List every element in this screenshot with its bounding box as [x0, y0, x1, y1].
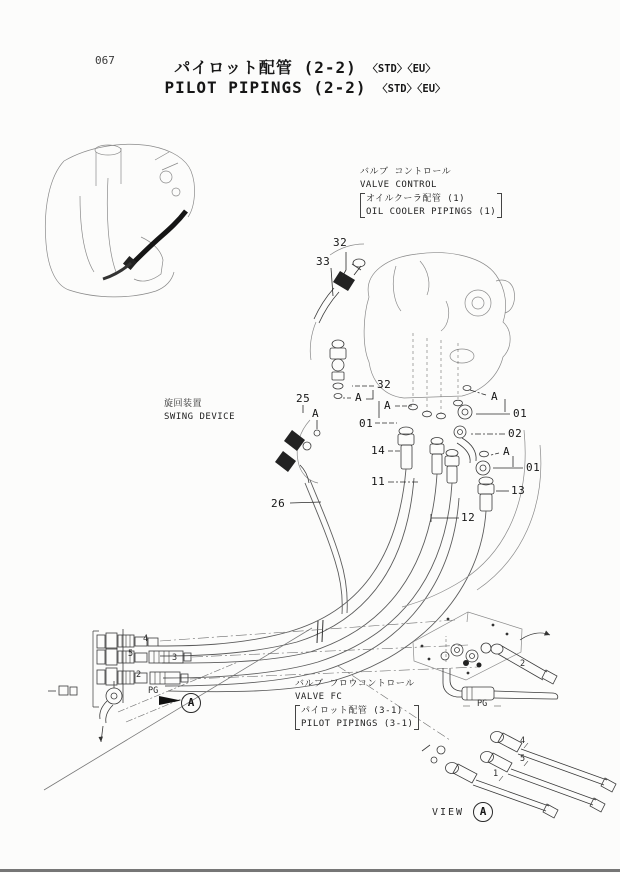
valve-fc-sub	[295, 704, 419, 731]
swing-device-jp: 旋回装置	[164, 399, 203, 409]
valve-fc-sub-en: PILOT PIPINGS (3-1)	[301, 718, 414, 729]
valve-control-sub-en: OIL COOLER PIPINGS (1)	[366, 206, 497, 217]
part-number-label: 14	[371, 444, 386, 457]
detail-ref-label: A	[312, 407, 320, 420]
valve-control-drawing	[297, 244, 514, 483]
page-number: 067	[95, 54, 115, 67]
leader-lines	[290, 252, 526, 522]
view-a-detail-drawing	[413, 612, 616, 818]
thick-hose-drawing	[103, 211, 186, 279]
port-label: 2	[520, 659, 526, 669]
part-number-label: 01	[359, 417, 374, 430]
part-number-label: 32	[377, 378, 392, 391]
swing-device-en: SWING DEVICE	[164, 411, 236, 422]
swing-device-drawing	[45, 144, 194, 297]
view-label: VIEW	[432, 806, 465, 818]
valve-control-jp: バルブ コントロール	[360, 167, 452, 177]
port-label: 4	[143, 634, 149, 644]
detail-ref-label: A	[355, 391, 363, 404]
valve-fc-en: VALVE FC	[295, 691, 343, 702]
part-number-label: 02	[508, 427, 523, 440]
page-title	[35, 58, 575, 98]
port-label: 2	[136, 670, 142, 680]
title-japanese: パイロット配管 (2-2) 〈STD〉〈EU〉	[174, 58, 436, 77]
part-number-label: 26	[271, 497, 286, 510]
part-number-label: 01	[513, 407, 528, 420]
detail-ref-label: A	[503, 445, 511, 458]
detail-ref-label: A	[491, 390, 499, 403]
callout-valve-control	[360, 166, 502, 219]
part-number-label: 33	[316, 255, 331, 268]
part-number-label: 25	[296, 392, 311, 405]
page-bottom-edge	[0, 869, 620, 872]
port-label: 4	[520, 736, 526, 746]
callout-swing-device	[164, 398, 235, 423]
part-number-label: 13	[511, 484, 526, 497]
valve-fc-jp: バルブ フロウコントロール	[295, 679, 415, 689]
valve-control-sub	[360, 192, 502, 219]
part-number-label: 12	[461, 511, 476, 524]
port-label: 5	[520, 754, 526, 764]
part-number-label: 11	[371, 475, 386, 488]
valve-fc-sub-jp: パイロット配管 (3-1)	[301, 706, 403, 716]
valve-control-en: VALVE CONTROL	[360, 179, 437, 190]
valve-control-sub-jp: オイルクーラ配管 (1)	[366, 194, 466, 204]
part-number-label: 01	[526, 461, 541, 474]
callout-valve-fc	[295, 678, 419, 731]
view-a-caption	[432, 802, 493, 822]
hose-bundle-drawing	[44, 430, 541, 790]
port-label-pg: PG	[477, 699, 488, 709]
port-label: 1	[493, 769, 499, 779]
title-english: PILOT PIPINGS (2-2) 〈STD〉〈EU〉	[164, 78, 446, 97]
port-label-pg: PG	[148, 686, 159, 696]
port-label: 3	[172, 653, 178, 663]
part-number-label: 32	[333, 236, 348, 249]
detail-ref-label: A	[384, 399, 392, 412]
view-ref-circle-a: A	[473, 802, 493, 822]
view-ref-circle-a: A	[181, 693, 201, 713]
port-label: 5	[128, 649, 134, 659]
view-direction-arrow	[159, 696, 181, 705]
